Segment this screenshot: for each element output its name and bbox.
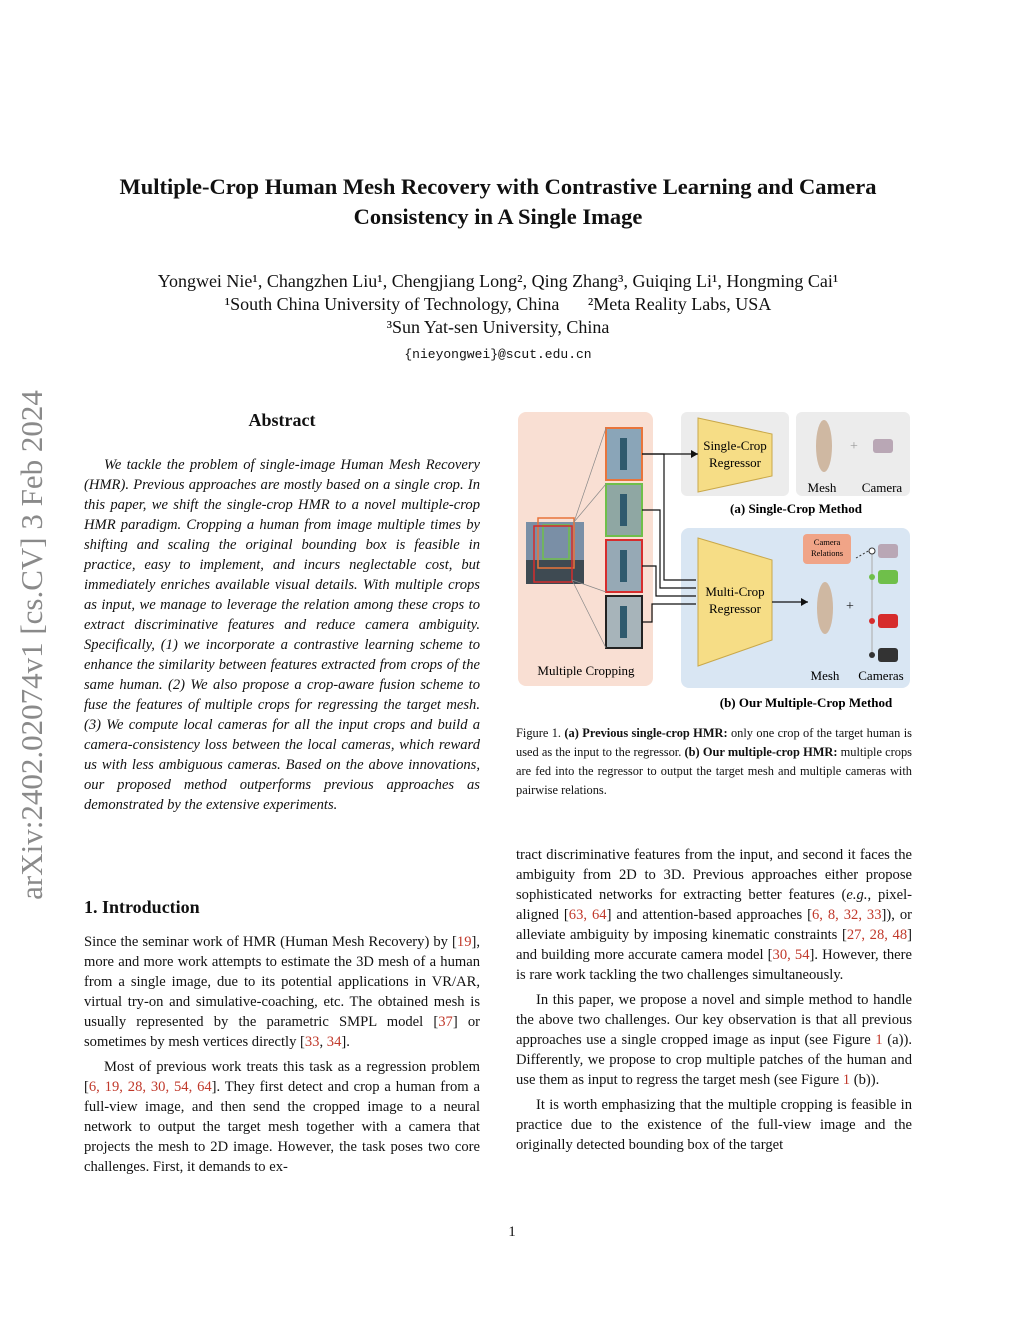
label-mesh-b: Mesh: [810, 668, 840, 683]
abstract-text: We tackle the problem of single-image Human Mesh Recovery (HMR). Previous approaches are mostly based on a single crop. In this paper, we shift the single-crop HMR to a novel multiple-crop HMR paradigm. Cropping a human from image multiple times by shifting and scaling the original bounding box is feasible in practice, easy to implement, and incurs neglectable cost, but immediately enriches available visual details. With multiple crops as input, we manage to leverage the relation among these crops to extract discriminative features and reduce camera ambiguity. Specifically, (1) we incorporate a contrastive learning scheme to enhance the similarity between features extracted from crops of the same human. (2) We also propose a crop-aware fusion scheme to fuse the features of multiple crops for regressing the target mesh. (3) We compute local cameras for all the input crops and build a camera-consistency loss between the local cameras, which reward us with less ambiguous cameras. Based on the above innovations, our proposed method outperforms previous approaches as demonstrated by the extensive experiments.: [84, 457, 480, 813]
camera-icon: [873, 439, 893, 453]
mesh-figure-b: [817, 582, 833, 634]
subcaption-a: (a) Single-Crop Method: [730, 501, 862, 516]
right-paragraph-2: In this paper, we propose a novel and simple method to handle the above two challenges. Our key observation is that all previous approaches use a single cropped image as input (see Figure 1 (a)). Differently, we propose to crop multiple patches of the human and use them as input to regress the target mesh (see Figure 1 (b)).: [516, 992, 912, 1088]
citation-link[interactable]: 6, 8, 32, 33: [811, 907, 882, 923]
figure-ref-link[interactable]: 1: [875, 1032, 883, 1048]
figure-1-diagram: [516, 410, 912, 715]
author-email: {nieyongwei}@scut.edu.cn: [404, 347, 592, 362]
affiliations-row: [60, 293, 936, 316]
arxiv-stamp-container: [14, 360, 54, 930]
figure-ref-link[interactable]: 1: [842, 1072, 851, 1088]
label-cam-rel-2: Relations: [810, 548, 844, 558]
author-block: [60, 270, 936, 366]
intro-paragraph-2: Most of previous work treats this task as a regression problem [6, 19, 28, 30, 54, 64]. They first detect and crop a human from a full-view image, and then send the cropped image to a neural network to output the target mesh together with a camera that projects the mesh to 2D image. However, the task poses two core challenges. First, it demands to ex-: [84, 1059, 480, 1175]
affiliation-3: ³Sun Yat-sen University, China: [386, 317, 610, 337]
label-single-line2: Regressor: [709, 455, 761, 470]
affiliation-2: ²Meta Reality Labs, USA: [587, 294, 772, 314]
citation-link[interactable]: 19: [456, 934, 472, 950]
citation-link[interactable]: 6, 19, 28, 30, 54, 64: [88, 1079, 212, 1095]
plus-a: +: [850, 439, 858, 454]
affiliation-1: ¹South China University of Technology, China: [224, 294, 560, 314]
abstract-heading: Abstract: [248, 410, 316, 430]
citation-link[interactable]: 37: [438, 1014, 453, 1030]
camera-red: [878, 614, 898, 628]
label-camera-a: Camera: [861, 480, 903, 495]
author-list: Yongwei Nie¹, Changzhen Liu¹, Chengjiang Long², Qing Zhang³, Guiqing Li¹, Hongming Cai¹: [157, 271, 839, 291]
intro-heading: 1. Introduction: [84, 897, 200, 917]
label-multi-line1: Multi-Crop: [705, 584, 765, 599]
camera-black: [878, 648, 898, 662]
right-paragraph-1: tract discriminative features from the input, and second it faces the ambiguity from 2D to 3D. Previous approaches either propose sophisticated networks for extracting better features (e.g., pixel-aligned [63, 64] and attention-based approaches [6, 8, 32, 33]), or alleviate ambiguity by imposing kinematic constraints [27, 28, 48] and building more accurate camera model [30, 54]. However, there is rare work tackling the two challenges simultaneously.: [516, 847, 913, 983]
title-line-1: Multiple-Crop Human Mesh Recovery with Contrastive Learning and Camera: [119, 174, 877, 199]
citation-link[interactable]: 27, 28, 48: [846, 927, 908, 943]
label-cam-rel-1: Camera: [813, 537, 841, 547]
intro-body: [84, 932, 480, 1182]
figure-1-caption: Figure 1. (a) Previous single-crop HMR: only one crop of the target human is used as the input to the regressor. (b) Our multiple-crop HMR: multiple crops are fed into the regressor to output the target mesh and multiple cameras with pairwise relations.: [516, 726, 912, 797]
citation-link[interactable]: 33: [304, 1034, 320, 1050]
paper-title: [60, 172, 936, 232]
citation-link[interactable]: 30, 54: [772, 947, 810, 963]
camera-gray: [878, 544, 898, 558]
label-single-line1: Single-Crop: [703, 438, 767, 453]
right-column-body: [516, 845, 912, 1160]
label-cameras-b: Cameras: [858, 668, 904, 683]
camera-green: [878, 570, 898, 584]
arxiv-stamp: arXiv:2402.02074v1 [cs.CV] 3 Feb 2024: [14, 390, 49, 900]
mesh-figure-a: [816, 420, 832, 472]
citation-link[interactable]: 63, 64: [568, 907, 607, 923]
plus-b: +: [846, 599, 854, 614]
label-multi-line2: Regressor: [709, 601, 761, 616]
label-multiple-cropping: Multiple Cropping: [537, 663, 635, 678]
right-paragraph-3: It is worth emphasizing that the multiple cropping is feasible in practice due to the existence of the full-view image and the originally detected bounding box of the target: [516, 1097, 912, 1153]
intro-paragraph-1: Since the seminar work of HMR (Human Mesh Recovery) by [19], more and more work attempts to estimate the 3D mesh of a human from a single image, due to its potential applications in VR/AR, virtual try-on and simulative-coaching, etc. The obtained mesh is usually represented by the parametric SMPL model [37] or sometimes by mesh vertices directly [33, 34].: [84, 934, 480, 1050]
figure-1: [516, 410, 912, 715]
citation-link[interactable]: 34: [326, 1034, 342, 1050]
label-mesh-a: Mesh: [807, 480, 837, 495]
subcaption-b: (b) Our Multiple-Crop Method: [719, 695, 893, 710]
page-number: 1: [508, 1224, 516, 1240]
title-line-2: Consistency in A Single Image: [353, 204, 643, 229]
